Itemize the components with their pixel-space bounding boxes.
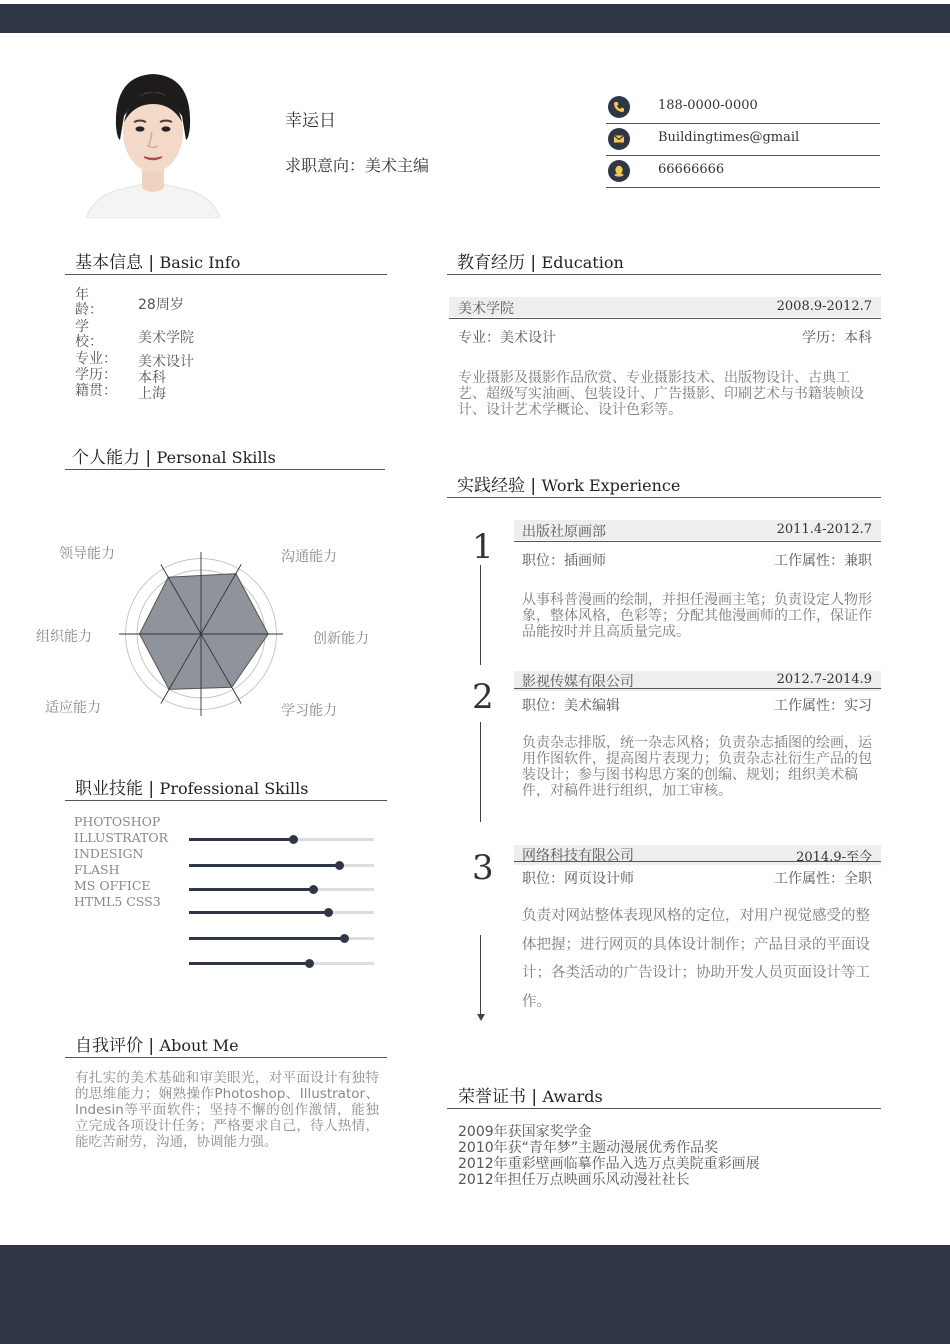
skill-bar-handle	[305, 959, 314, 968]
phone-number: 188-0000-0000	[658, 98, 758, 113]
job-number: 1	[472, 527, 494, 567]
basic-info-title-cn: 基本信息	[75, 253, 143, 273]
age-label: 年龄：	[75, 287, 103, 318]
email-icon	[608, 128, 630, 150]
degree-value: 本科	[138, 370, 166, 386]
qq-penguin-icon	[608, 160, 630, 182]
major-value: 美术设计	[138, 354, 194, 370]
education-heading: 教育经历 | Education	[457, 253, 624, 273]
job-position: 职位：网页设计师	[522, 871, 634, 887]
job-description: 从事科普漫画的绘制，并担任漫画主笔；负责设定人物形象，整体风格，色彩等；分配其他漫画师的工作，保证作品能按时并且高质量完成。	[522, 592, 872, 640]
awards-title-en: Awards	[542, 1087, 603, 1106]
work-title-cn: 实践经验	[457, 476, 525, 496]
hometown-value: 上海	[138, 386, 166, 402]
professional-skills-title-en: Professional Skills	[159, 779, 309, 798]
skill-name-list	[74, 814, 168, 910]
degree-label: 学历：	[75, 367, 117, 383]
job-company: 影视传媒有限公司	[522, 674, 634, 690]
job-date: 2011.4-2012.7	[776, 522, 872, 537]
radar-value-area	[140, 574, 269, 690]
award-item: 2012年担任万点映画乐风动漫社社长	[458, 1172, 690, 1188]
skill-bar-fill	[189, 864, 339, 867]
awards-list	[458, 1124, 760, 1188]
radar-label-adaptability: 适应能力	[45, 700, 101, 716]
job-description: 负责对网站整体表现风格的定位，对用户视觉感受的整体把握；进行网页的具体设计制作；产品目录的平面设计；各类活动的广告设计；协助开发人员页面设计等工作。	[522, 908, 870, 1010]
job-intent	[285, 153, 429, 176]
job-description: 负责杂志排版，统一杂志风格；负责杂志插图的绘画，运用作图软件，提高图片表现力；负责杂志社衍生产品的包装设计；参与图书构思方案的创编、规划；组织美术稿件，对稿件进行组织，加工审核。	[522, 735, 872, 799]
skill-name: HTML5 CSS3	[74, 894, 161, 909]
skill-bar-fill	[189, 962, 309, 965]
contact-qq-row	[606, 156, 880, 188]
personal-skills-title-cn: 个人能力	[72, 448, 140, 468]
radar-label-leadership: 领导能力	[59, 546, 115, 562]
skill-name: ILLUSTRATOR	[74, 830, 169, 845]
job-number: 3	[472, 848, 494, 888]
basic-info-rule	[65, 274, 387, 275]
education-major: 专业：美术设计	[458, 330, 556, 346]
award-item: 2012年重彩壁画临摹作品入选万点美院重彩画展	[458, 1156, 760, 1172]
bottom-banner	[0, 1245, 950, 1344]
radar-spokes	[119, 552, 283, 716]
timeline-line	[480, 565, 481, 665]
skill-bar-fill	[189, 911, 328, 914]
award-item: 2009年获国家奖学金	[458, 1124, 592, 1140]
job-position: 职位：美术编辑	[522, 698, 620, 714]
work-heading: 实践经验 | Work Experience	[457, 476, 681, 496]
education-courses: 专业摄影及摄影作品欣赏、专业摄影技术、出版物设计、古典工艺、超级写实油画、包装设计、广告摄影、印刷艺术与书籍装帧设计、设计艺术学概论、设计色彩等。	[458, 370, 864, 418]
job-company: 出版社原画部	[522, 524, 606, 540]
top-banner	[0, 4, 950, 33]
education-band-line	[449, 318, 881, 319]
major-label: 专业：	[75, 351, 117, 367]
radar-label-learning: 学习能力	[281, 703, 337, 719]
professional-skills-rule	[65, 800, 387, 801]
skill-bar-handle	[309, 885, 318, 894]
education-title-cn: 教育经历	[457, 253, 525, 273]
timeline-arrow-icon	[477, 1014, 485, 1021]
job-type: 工作属性：实习	[774, 698, 872, 714]
personal-skills-title-en: Personal Skills	[156, 448, 276, 467]
awards-title-cn: 荣誉证书	[458, 1087, 526, 1107]
job-position: 职位：插画师	[522, 553, 606, 569]
skill-bar-fill	[189, 888, 313, 891]
skill-bar-handle	[340, 934, 349, 943]
timeline-line	[480, 935, 481, 1015]
contact-phone-row	[606, 92, 880, 124]
professional-skills-heading: 职业技能 | Professional Skills	[75, 779, 309, 799]
education-title-en: Education	[541, 253, 624, 272]
about-rule	[65, 1057, 387, 1058]
job-intent-label: 求职意向：	[285, 156, 366, 175]
contact-email-row	[606, 124, 880, 156]
skill-bar-fill	[189, 838, 293, 841]
email-address: Buildingtimes@gmail	[658, 130, 800, 145]
phone-icon	[608, 96, 630, 118]
age-value: 28周岁	[138, 297, 184, 313]
personal-skills-heading: 个人能力 | Personal Skills	[72, 448, 276, 468]
job-date: 2014.9-至今	[796, 850, 872, 865]
skill-name: PHOTOSHOP	[74, 814, 161, 829]
education-date: 2008.9-2012.7	[776, 299, 872, 314]
skill-bar-handle	[324, 908, 333, 917]
basic-info-title-en: Basic Info	[159, 253, 241, 272]
skill-bar-handle	[335, 861, 344, 870]
about-text: 有扎实的美术基础和审美眼光，对平面设计有独特的思维能力；娴熟操作Photoshop、Illustrator、Indesin等平面软件；坚持不懈的创作激情，能独立完成各项设计任务；严格要求自己，待人热情，能吃苦耐劳，沟通，协调能力强。	[75, 1070, 379, 1150]
radar-label-communication: 沟通能力	[281, 549, 337, 565]
job-type: 工作属性：兼职	[774, 553, 872, 569]
school-label: 学校：	[75, 319, 103, 350]
skill-name: FLASH	[74, 862, 120, 877]
skill-bar-handle	[289, 835, 298, 844]
job-intent-value: 美术主编	[365, 156, 430, 175]
radar-label-innovation: 创新能力	[313, 631, 369, 647]
radar-label-organization: 组织能力	[36, 629, 92, 645]
education-rule	[447, 274, 881, 275]
profile-photo	[86, 66, 220, 218]
work-title-en: Work Experience	[541, 476, 681, 495]
timeline-line	[480, 722, 481, 822]
awards-heading: 荣誉证书 | Awards	[458, 1087, 603, 1107]
professional-skills-title-cn: 职业技能	[75, 779, 143, 799]
award-item: 2010年获“青年梦”主题动漫展优秀作品奖	[458, 1140, 719, 1156]
awards-rule	[447, 1108, 881, 1109]
basic-info-heading: 基本信息 | Basic Info	[75, 253, 241, 273]
skills-radar-chart	[100, 540, 300, 730]
skill-name: MS OFFICE	[74, 878, 151, 893]
about-title-en: About Me	[159, 1036, 239, 1055]
hometown-label: 籍贯：	[75, 383, 117, 399]
job-company: 网络科技有限公司	[522, 848, 634, 864]
candidate-name: 幸运日	[285, 111, 336, 131]
education-degree: 学历：本科	[802, 330, 872, 346]
job-date: 2012.7-2014.9	[776, 672, 872, 687]
work-rule	[447, 497, 881, 498]
skill-bar-fill	[189, 937, 344, 940]
job-band-line	[514, 541, 881, 542]
skill-name: INDESIGN	[74, 846, 144, 861]
job-number: 2	[472, 677, 494, 717]
about-heading: 自我评价 | About Me	[75, 1036, 239, 1056]
about-title-cn: 自我评价	[75, 1036, 143, 1056]
personal-skills-rule	[65, 469, 385, 470]
qq-number: 66666666	[658, 162, 725, 177]
school-value: 美术学院	[138, 330, 194, 346]
education-school: 美术学院	[458, 301, 514, 317]
job-type: 工作属性：全职	[774, 871, 872, 887]
